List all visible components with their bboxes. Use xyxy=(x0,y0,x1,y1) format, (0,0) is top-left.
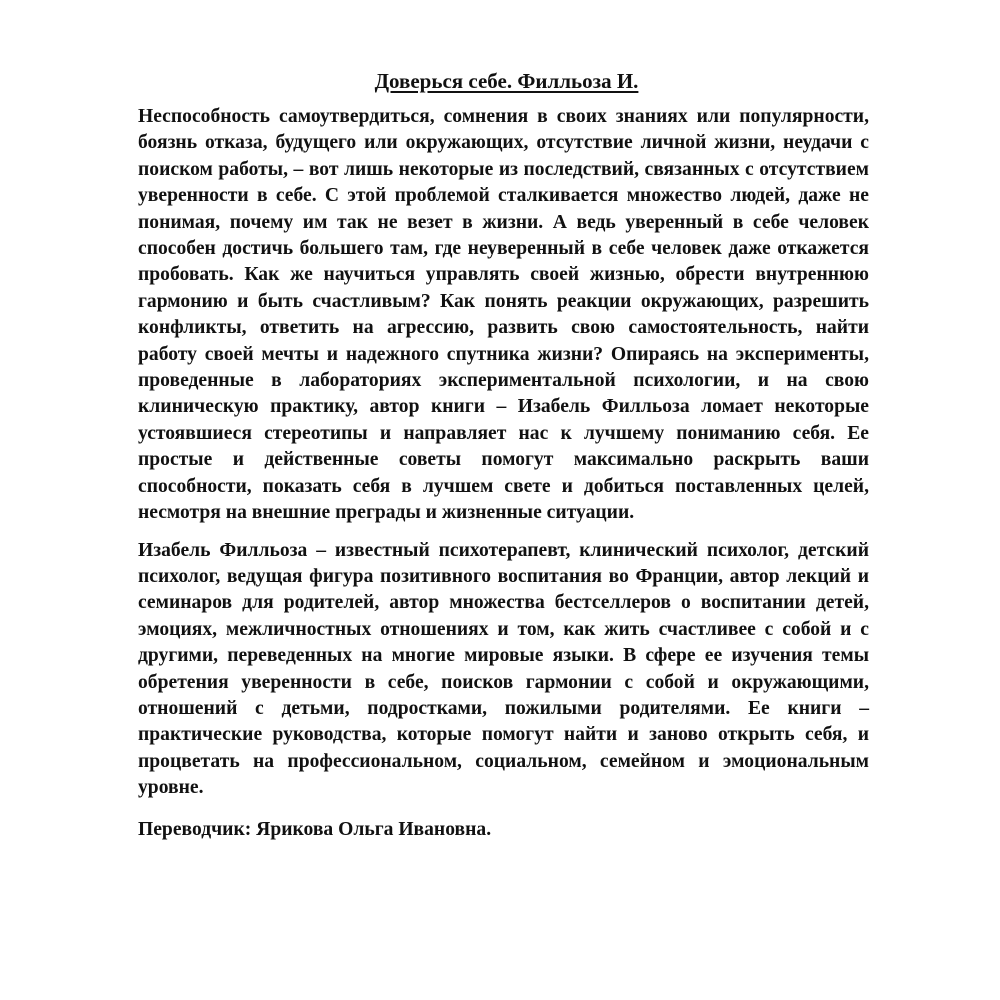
author-bio-paragraph: Изабель Филльоза – известный психотерапевт, клинический психолог, детский психолог, ведущая фигура позитивного воспитания во Франции, автор лекций и семинаров для родителей, автор множества бестселлеров о воспитании детей, эмоциях, межличностных отношениях и том, как жить счастливее с собой и с другими, переведенных на многие мировые языки. В сфере ее изучения темы обретения уверенности в себе, поисков гармонии с собой и окружающими, отношений с детьми, подростками, пожилыми родителями. Ее книги – практические руководства, которые помогут найти и заново открыть себя, и процветать на профессиональном, социальном, семейном и эмоциональным уровне. xyxy=(138,539,869,799)
document-title: Доверься себе. Филльоза И. xyxy=(374,69,639,93)
translator-credit: Переводчик: Ярикова Ольга Ивановна. xyxy=(138,818,492,840)
description-paragraph: Неспособность самоутвердиться, сомнения в своих знаниях или популярности, боязнь отказа, будущего или окружающих, отсутствие личной жизни, неудачи с поиском работы, – вот лишь некоторые из последствий, связанных с отсутствием уверенности в себе. С этой проблемой сталкивается множество людей, даже не понимая, почему им так не везет в жизни. А ведь уверенный в себе человек способен достичь большего там, где неуверенный в себе человек даже откажется пробовать. Как же научиться управлять своей жизнью, обрести внутреннюю гармонию и быть счастливым? Как понять реакции окружающих, разрешить конфликты, ответить на агрессию, развить свою самостоятельность, найти работу своей мечты и надежного спутника жизни? Опираясь на эксперименты, проведенные в лабораториях экспериментальной психологии, и на свою клиническую практику, автор книги – Изабель Филльоза ломает некоторые устоявшиеся стереотипы и направляет нас к лучшему пониманию себя. Ее простые и действенные советы помогут максимально раскрыть ваши способности, показать себя в лучшем свете и добиться поставленных целей, несмотря на внешние преграды и жизненные ситуации. xyxy=(138,106,869,524)
document-page xyxy=(138,68,869,843)
